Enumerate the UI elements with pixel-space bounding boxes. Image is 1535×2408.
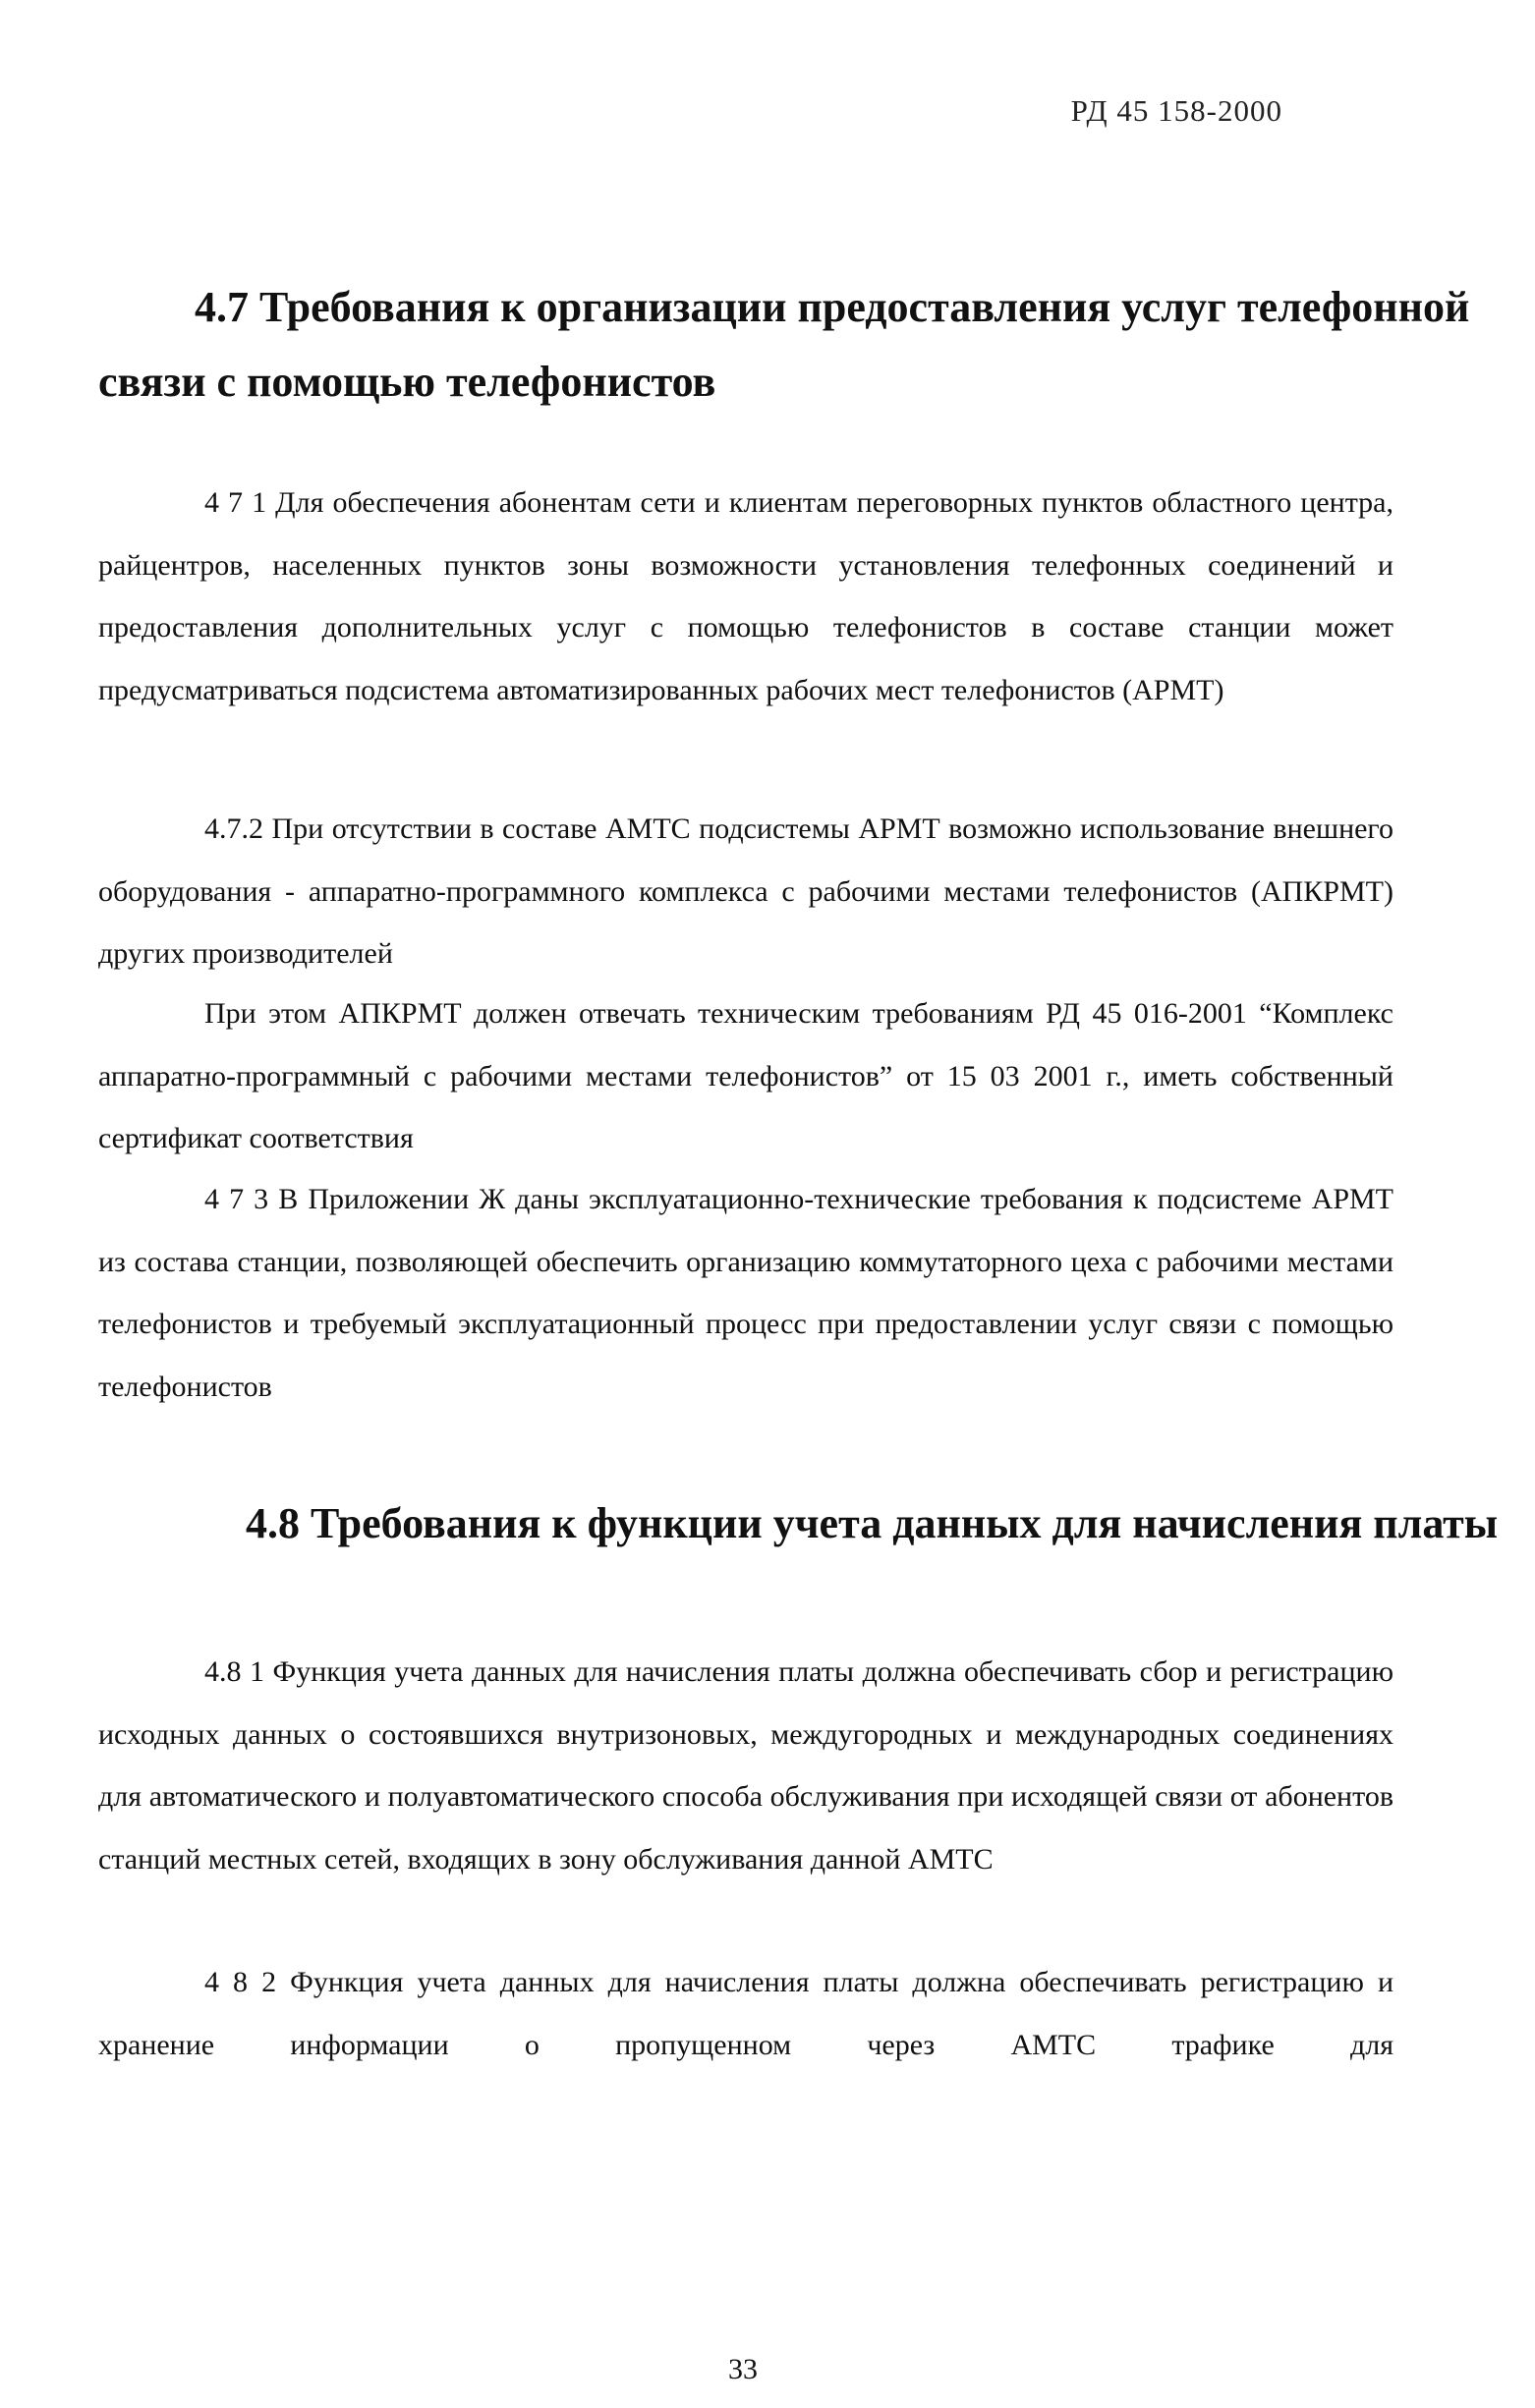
section-heading-4-7-line2: связи с помощью телефонистов xyxy=(98,358,716,406)
paragraph-4-7-1 xyxy=(98,472,1393,721)
paragraph-4-7-1-text: 4 7 1 Для обеспечения абонентам сети и клиентам переговорных пунктов областного центра, райцентров, населенных пунктов зоны возможности установления телефонных соединений и предоставления дополнительных услуг с помощью телефонистов в составе станции может предусматриваться подсистема автоматизированных рабочих мест телефонистов (АРМТ) xyxy=(98,486,1393,706)
paragraph-4-7-2-continuation xyxy=(98,982,1393,1170)
document-code: РД 45 158-2000 xyxy=(1070,93,1282,128)
paragraph-4-8-2 xyxy=(98,1951,1393,2076)
paragraph-4-7-2-continuation-text: При этом АПКРМТ должен отвечать техническим требованиям РД 45 016-2001 “Комплекс аппаратно-программный с рабочими местами телефонистов” от 15 03 2001 г., иметь собственный сертификат соответствия xyxy=(98,997,1393,1154)
paragraph-4-7-2-text: 4.7.2 При отсутствии в составе АМТС подсистемы АРМТ возможно использование внешнего оборудования - аппаратно-программного комплекса с рабочими местами телефонистов (АПКРМТ) других производителей xyxy=(98,812,1393,970)
paragraph-4-7-3 xyxy=(98,1168,1393,1418)
page-number: 33 xyxy=(728,2353,758,2385)
section-heading-4-8: 4.8 Требования к функции учета данных для начисления платы xyxy=(246,1499,1499,1547)
paragraph-4-8-2-text: 4 8 2 Функция учета данных для начисления платы должна обеспечивать регистрацию и хранение информации о пропущенном через АМТС трафике для xyxy=(98,1966,1393,2061)
paragraph-4-8-1 xyxy=(98,1641,1393,1890)
section-heading-4-7 xyxy=(98,270,1470,420)
paragraph-4-7-2 xyxy=(98,798,1393,985)
section-heading-4-7-line1: 4.7 Требования к организации предоставления услуг телефонной xyxy=(195,283,1470,331)
paragraph-4-8-1-text: 4.8 1 Функция учета данных для начисления платы должна обеспечивать сбор и регистрацию исходных данных о состоявшихся внутризоновых, междугородных и международных соединениях для автоматического и полуавтоматического способа обслуживания при исходящей связи от абонентов станций местных сетей, входящих в зону обслуживания данной АМТС xyxy=(98,1655,1393,1876)
paragraph-4-7-3-text: 4 7 3 В Приложении Ж даны эксплуатационно-технические требования к подсистеме АРМТ из состава станции, позволяющей обеспечить организацию коммутаторного цеха с рабочими местами телефонистов и требуемый эксплуатационный процесс при предоставлении услуг связи с помощью телефонистов xyxy=(98,1183,1393,1403)
